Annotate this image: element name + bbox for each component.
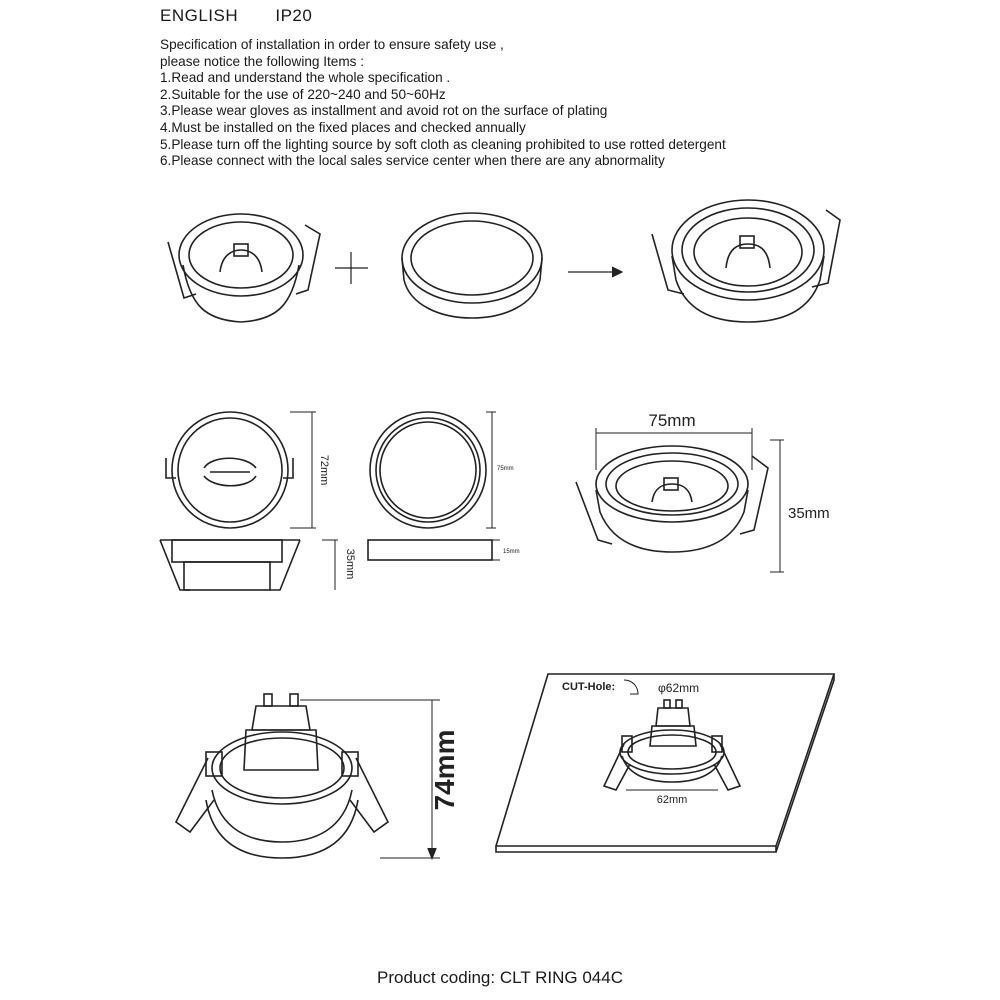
- dimension-35mm-overall: 35mm: [788, 505, 830, 522]
- fixture-drawing: [168, 214, 320, 322]
- arrow-right: [568, 267, 622, 277]
- hole-width-62mm: 62mm: [656, 794, 688, 806]
- language-label: ENGLISH: [160, 6, 239, 25]
- top-view-fixture: [166, 412, 316, 528]
- plus-sign: [335, 252, 368, 284]
- cut-hole-label: CUT-Hole:: [562, 681, 616, 693]
- top-view-ring: [370, 412, 496, 528]
- product-code: CLT RING 044C: [499, 968, 623, 987]
- dimension-35mm-side: 35mm: [344, 548, 356, 580]
- assembled-fixture-drawing: [652, 200, 840, 322]
- dimension-75mm: 75mm: [648, 411, 696, 430]
- overall-width-dimension-line: [596, 428, 752, 470]
- dimension-ring-thickness: 15mm: [503, 549, 520, 555]
- spec-item: 5.Please turn off the lighting source by soft cloth as cleaning prohibited to use rotted detergent: [160, 136, 726, 152]
- perspective-fixture-drawing: [576, 440, 784, 572]
- spec-item: 6.Please connect with the local sales service center when there are any abnormality: [160, 153, 665, 169]
- spec-intro: Specification of installation in order to ensure safety use ,: [160, 37, 504, 52]
- dimension-74mm: 74mm: [429, 729, 460, 811]
- side-view-ring: [368, 540, 500, 560]
- dimension-72mm: 72mm: [318, 454, 330, 486]
- product-coding: [0, 968, 1000, 988]
- spec-item: 2.Suitable for the use of 220~240 and 50~60Hz: [160, 86, 446, 102]
- spec-item: 1.Read and understand the whole specification .: [160, 70, 451, 86]
- spec-item: 3.Please wear gloves as installment and avoid rot on the surface of plating: [160, 103, 608, 119]
- ip-rating: IP20: [275, 6, 313, 25]
- trim-ring-drawing: [402, 213, 542, 318]
- fixture-with-lamp-drawing: [176, 694, 440, 858]
- dimension-ring-width: 75mm: [497, 466, 514, 472]
- product-coding-label: Product coding:: [376, 968, 496, 987]
- side-view-fixture: [160, 540, 338, 590]
- installed-fixture-drawing: [604, 700, 740, 790]
- spec-item: 4.Must be installed on the fixed places and checked annually: [160, 119, 526, 135]
- spec-notice: please notice the following Items :: [160, 53, 365, 69]
- cut-hole-diameter: φ62mm: [658, 681, 700, 695]
